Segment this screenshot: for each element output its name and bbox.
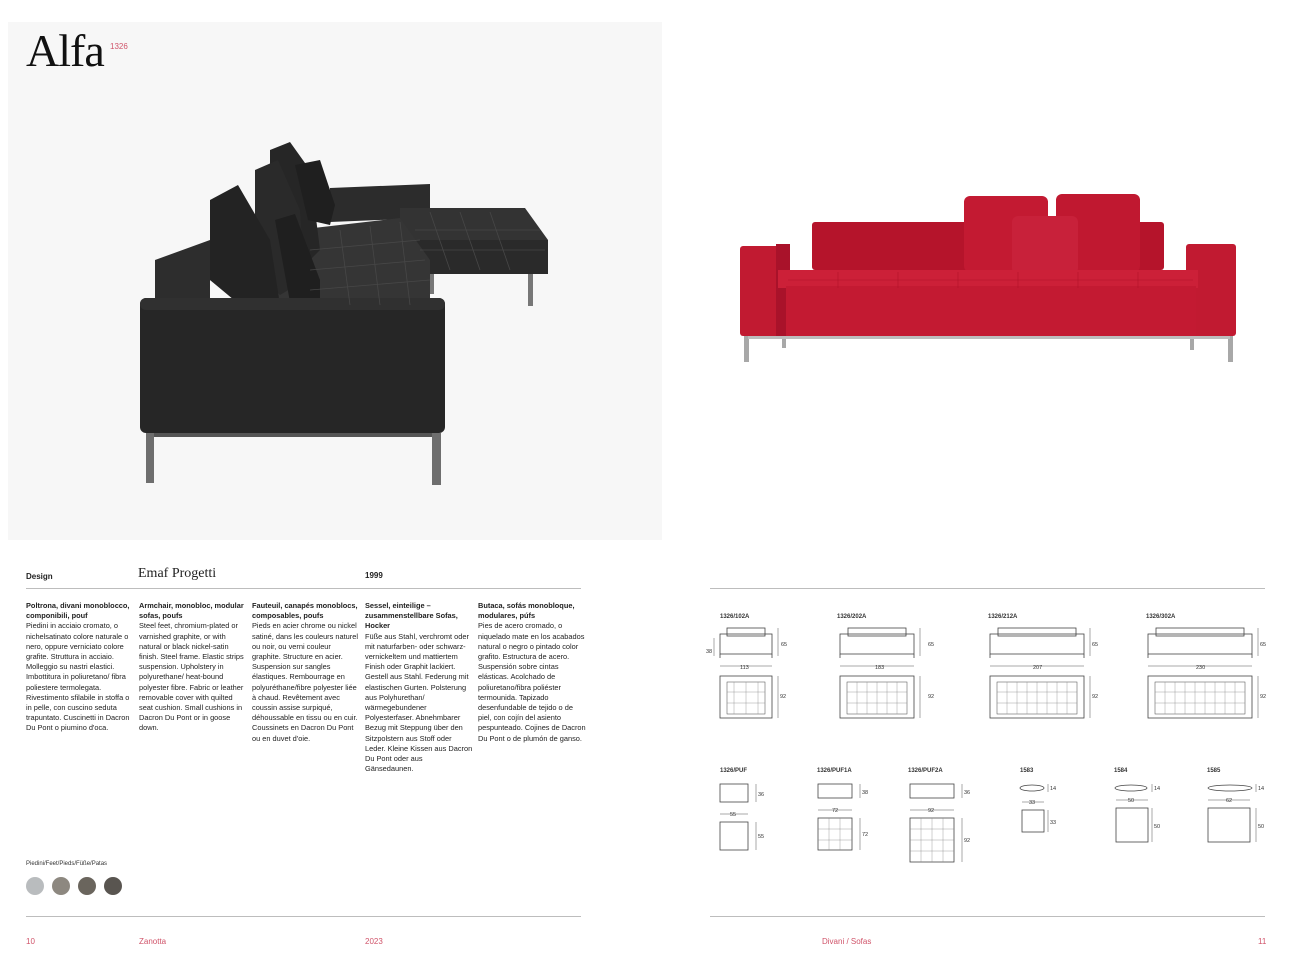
page-number-left: 10 <box>26 937 35 946</box>
description-heading: Poltrona, divani monoblocco, componibili, pouf <box>26 601 130 621</box>
feet-finish-label: Piedini/Feet/Pieds/Füße/Patas <box>26 861 108 867</box>
dim-width: 50 <box>1128 798 1135 804</box>
description-heading: Sessel, einteilige – zusammenstellbare Sofas, Hocker <box>365 601 458 631</box>
dim-width: 55 <box>730 812 737 818</box>
drawing-code: 1326/PUF <box>720 768 748 774</box>
design-year: 1999 <box>365 571 383 580</box>
dim-width: 92 <box>928 808 935 814</box>
product-title: Alfa <box>26 25 104 76</box>
drawing-code: 1326/212A <box>988 614 1018 620</box>
red-sofa-image <box>738 190 1238 370</box>
drawing-code: 1326/202A <box>837 614 867 620</box>
dim-height: 65 <box>781 642 788 648</box>
dim-width: 62 <box>1226 798 1233 804</box>
dim-depth: 50 <box>1154 824 1161 830</box>
dim-height: 14 <box>1154 786 1161 792</box>
dim-depth: 92 <box>1092 694 1099 700</box>
dim-depth: 33 <box>1050 820 1057 826</box>
dim-width: 183 <box>875 665 885 671</box>
dim-height: 36 <box>964 790 971 796</box>
dim-width: 72 <box>832 808 839 814</box>
drawing-code: 1585 <box>1207 768 1221 774</box>
description-heading: Butaca, sofás monobloque, modulares, púfs <box>478 601 575 621</box>
divider-top-right <box>710 588 1265 589</box>
dim-seat: 38 <box>706 649 713 655</box>
description-heading: Fauteuil, canapés monoblocs, composables, poufs <box>252 601 358 621</box>
description-es <box>478 601 586 744</box>
dim-width: 207 <box>1033 665 1043 671</box>
dim-width: 230 <box>1196 665 1206 671</box>
dim-depth: 92 <box>928 694 935 700</box>
dim-height: 14 <box>1050 786 1057 792</box>
dim-height: 38 <box>862 790 869 796</box>
dim-depth: 72 <box>862 832 869 838</box>
dim-depth: 92 <box>1260 694 1267 700</box>
dim-depth: 55 <box>758 834 765 840</box>
dim-height: 14 <box>1258 786 1265 792</box>
designer-name: Emaf Progetti <box>138 566 217 581</box>
drawing-code: 1584 <box>1114 768 1128 774</box>
description-de <box>365 601 473 774</box>
description-body: Füße aus Stahl, verchromt oder mit naturfarben- oder schwarz- vernickeltem und mattiertem Finish oder Graphit lackiert. Gestell aus Stahl. Federung mit elastischen Gurten. Polsterung aus Polyhurethan/ wärmegebundener Polyesterfaser. Abnehmbarer Bezug mit Steppung über den Sitzpolstern aus Stoff oder Leder. Kleine Kissen aus Dacron Du Pont oder aus Gänsedaunen. <box>365 631 473 774</box>
dim-height: 65 <box>928 642 935 648</box>
description-it <box>26 601 134 734</box>
dim-depth: 92 <box>780 694 787 700</box>
description-heading: Armchair, monobloc, modular sofas, poufs <box>139 601 244 621</box>
dim-height: 36 <box>758 792 765 798</box>
brand-name: Zanotta <box>139 937 167 946</box>
description-fr <box>252 601 360 744</box>
feet-swatch-nickel-black <box>78 877 96 895</box>
catalog-year: 2023 <box>365 937 383 946</box>
divider-top-left <box>26 588 581 589</box>
divider-bottom-right <box>710 916 1265 917</box>
description-body: Piedini in acciaio cromato, o nichelsatinato colore naturale o nero, oppure verniciato colore grafite. Struttura in acciaio. Molleggio su nastri elastici. Imbottitura in poliuretano/ fibra poliestere termolegata. Rivestimento sfilabile in stoffa o in pelle, con cuscino seduta trapuntato. Cuscinetti in Dacron Du Pont o piumino d'oca. <box>26 621 130 733</box>
page-number-right: 11 <box>1258 937 1267 946</box>
description-en <box>139 601 247 734</box>
dim-width: 113 <box>740 665 749 671</box>
design-label: Design <box>26 572 53 581</box>
drawing-code: 1326/302A <box>1146 614 1176 620</box>
dim-depth: 92 <box>964 838 971 844</box>
technical-drawings <box>700 620 1280 880</box>
feet-swatch-nickel-natural <box>52 877 70 895</box>
section-title: Divani / Sofas <box>822 937 872 946</box>
description-body: Steel feet, chromium-plated or varnished graphite, or with natural or black nickel-satin finish. Steel frame. Elastic strips suspension. Upholstery in polyurethane/ heat-bound polyester fibre. Fabric or leather removable cover with quilted seat cushion. Small cushions in Dacron Du Pont or in goose down. <box>139 621 244 733</box>
drawing-code: 1326/PUF1A <box>817 768 852 774</box>
dim-width: 33 <box>1029 800 1036 806</box>
divider-bottom-left <box>26 916 581 917</box>
black-sectional-sofa-image <box>130 130 570 500</box>
dim-height: 65 <box>1092 642 1099 648</box>
drawing-code: 1326/102A <box>720 614 750 620</box>
description-body: Pies de acero cromado, o niquelado mate en los acabados natural o negro o pintado color grafito. Estructura de acero. Suspensión sobre cintas elásticas. Acolchado de poliuretano/fibra poliéster termounida. Tapizado desenfundable de tejido o de piel, con cojín del asiento pespunteado. Cojines de Dacron Du Pont o de plumón de ganso. <box>478 621 586 743</box>
drawing-code: 1583 <box>1020 768 1034 774</box>
product-code: 1326 <box>110 42 128 51</box>
feet-swatch-chrome <box>26 877 44 895</box>
dim-height: 65 <box>1260 642 1267 648</box>
description-body: Pieds en acier chrome ou nickel satiné, dans les couleurs naturel ou noir, ou verni couleur graphite. Structure en acier. Suspension sur sangles élastiques. Rembourrage en polyuréthane/fibre polyester liée à chaud. Revêtement avec coussin assise surpiqué, déhoussable en tissu ou en cuir. Coussinets en Dacron Du Pont ou en duvet d'oie. <box>252 621 358 743</box>
feet-swatch-graphite <box>104 877 122 895</box>
dim-depth: 50 <box>1258 824 1265 830</box>
drawing-code: 1326/PUF2A <box>908 768 943 774</box>
